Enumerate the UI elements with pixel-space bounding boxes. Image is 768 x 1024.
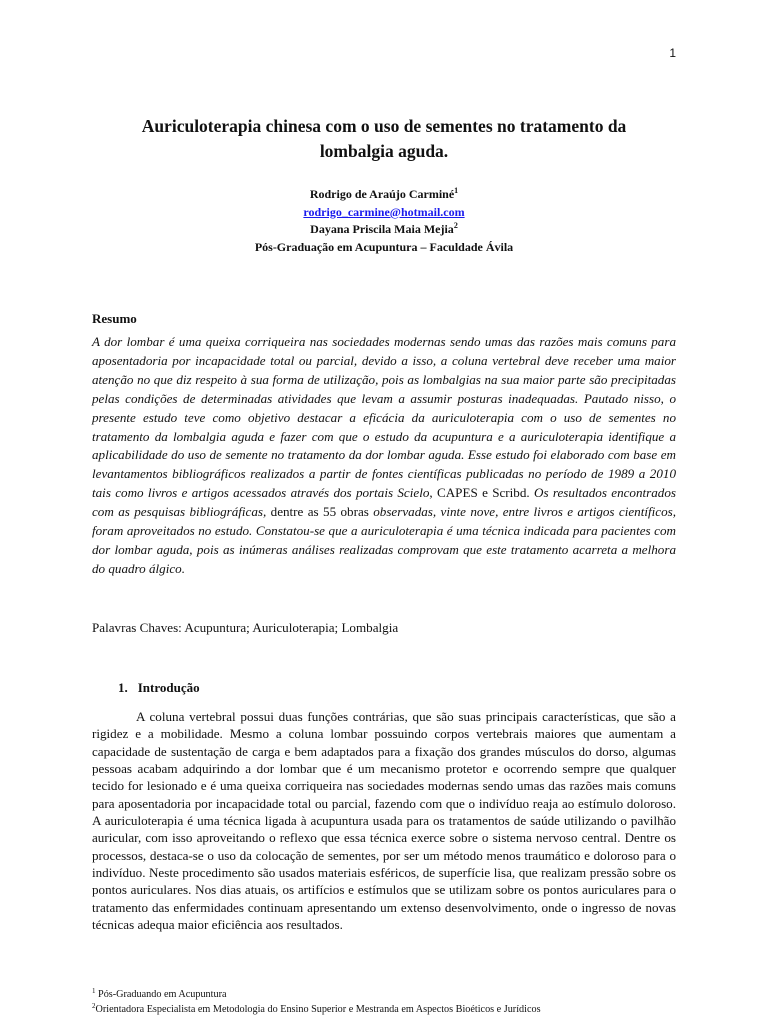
footnote-1-text: Pós-Graduando em Acupuntura xyxy=(98,989,227,1000)
abstract-part-4: dentre as 55 obras xyxy=(270,504,374,520)
footnotes xyxy=(92,987,692,1017)
abstract-part-1: A dor lombar é uma queixa corriqueira nas sociedades modernas sendo umas das razões mais comuns para aposentadoria por incapacidade total ou parcial, devido a isso, a coluna vertebral deve receber uma maior atenção no que diz respeito à sua forma de utilização, pois as lombalgias na sua maior parte são precipitadas pelas condições de determinadas atividades que levam a assumir posturas inadequadas. Pautado nisso, o presente estudo teve como objetivo destacar a eficácia da auriculoterapia com o uso de sementes no tratamento da lombalgia aguda e fazer com que o estudo da acupuntura e a auriculoterapia identifique a aplicabilidade do uso de semente no tratamento da dor lombar aguda. Esse estudo foi elaborado com base em levantamentos bibliográficos realizados a partir de fontes científicas publicadas no período de 1989 a 2010 tais como livros e artigos acessados através dos portais Scielo xyxy=(92,334,676,501)
author-2-name: Dayana Priscila Maia Mejia xyxy=(310,222,454,236)
abstract-part-3: Os resultados encontrados com as pesquisas bibliográficas, xyxy=(92,485,676,520)
author-1 xyxy=(90,186,678,204)
footnote-1 xyxy=(92,987,692,1002)
author-1-footnote-mark: 1 xyxy=(454,186,459,195)
author-email-link[interactable]: rodrigo_carmine@hotmail.com xyxy=(303,204,465,219)
abstract-heading: Resumo xyxy=(92,311,137,326)
paper-title xyxy=(90,114,678,164)
author-2 xyxy=(90,221,678,239)
paper-title-line-2: lombalgia aguda. xyxy=(319,141,449,161)
footnote-1-mark: 1 xyxy=(92,987,96,995)
abstract-part-5: observadas, vinte nove, entre livros e artigos científicos, foram aproveitados no estudo. Constatou-se que a auriculoterapia é uma técnica indicada para pacientes com dor lombar aguda, pois as inúmeras análises realizadas comprovam que este tratamento acarreta a melhora do quadro álgico. xyxy=(92,504,676,576)
section-number: 1. xyxy=(118,680,128,695)
page-number: 1 xyxy=(669,46,676,60)
introduction-paragraph: A coluna vertebral possui duas funções contrárias, que são suas principais características, que são a rigidez e a mobilidade. Mesmo a coluna lombar possuindo corpos vertebrais maiores que aumentam a capacidade de sustentação de carga e bem adaptados para a fixação dos grandes músculos do dorso, algumas pessoas acabam adquirindo a dor lombar que é um mecanismo protetor e ocorrendo sempre que qualquer tecido for lesionado e é uma queixa corriqueira nas sociedades modernas sendo umas das razões mais comuns para aposentadoria por incapacidade total ou parcial, fazendo com que o indivíduo reaja ao estímulo doloroso. A auriculoterapia é uma técnica ligada à acupuntura usada para os tratamentos de saúde utilizando o pavilhão auricular, com isso aproveitando o reflexo que essa técnica exerce sobre o sistema nervoso central. Dentre os processos, destaca-se o uso da colocação de sementes, por ser um método menos traumático e doloroso para o indivíduo. Neste procedimento são usados materiais esféricos, de superfície lisa, que realizam pressão sobre os pontos auriculares. Nos dias atuais, os artifícios e estímulos que se utilizam sobre os pontos auriculares para o tratamento das enfermidades continuam apresentando um extenso desenvolvimento, onde o ingresso de novas técnicas adequa maior eficiência aos resultados. xyxy=(92,709,676,933)
keywords: Palavras Chaves: Acupuntura; Auriculoterapia; Lombalgia xyxy=(92,620,399,635)
author-email-row xyxy=(90,204,678,222)
section-heading-introduction xyxy=(118,680,200,696)
footnote-2-text: Orientadora Especialista em Metodologia do Ensino Superior e Mestranda em Aspectos Bioéticos e Jurídicos xyxy=(95,1004,541,1015)
paper-title-line-1: Auriculoterapia chinesa com o uso de sementes no tratamento da xyxy=(141,116,627,136)
affiliation: Pós-Graduação em Acupuntura – Faculdade Ávila xyxy=(254,239,514,254)
footnote-2 xyxy=(92,1002,692,1017)
author-1-name: Rodrigo de Araújo Carminé xyxy=(309,187,455,201)
section-title: Introdução xyxy=(137,680,200,695)
footnote-2-mark: 2 xyxy=(92,1002,96,1010)
abstract-text xyxy=(92,333,676,579)
author-2-footnote-mark: 2 xyxy=(453,221,458,230)
abstract-part-2: , CAPES e Scribd. xyxy=(429,485,534,501)
author-block xyxy=(90,186,678,256)
